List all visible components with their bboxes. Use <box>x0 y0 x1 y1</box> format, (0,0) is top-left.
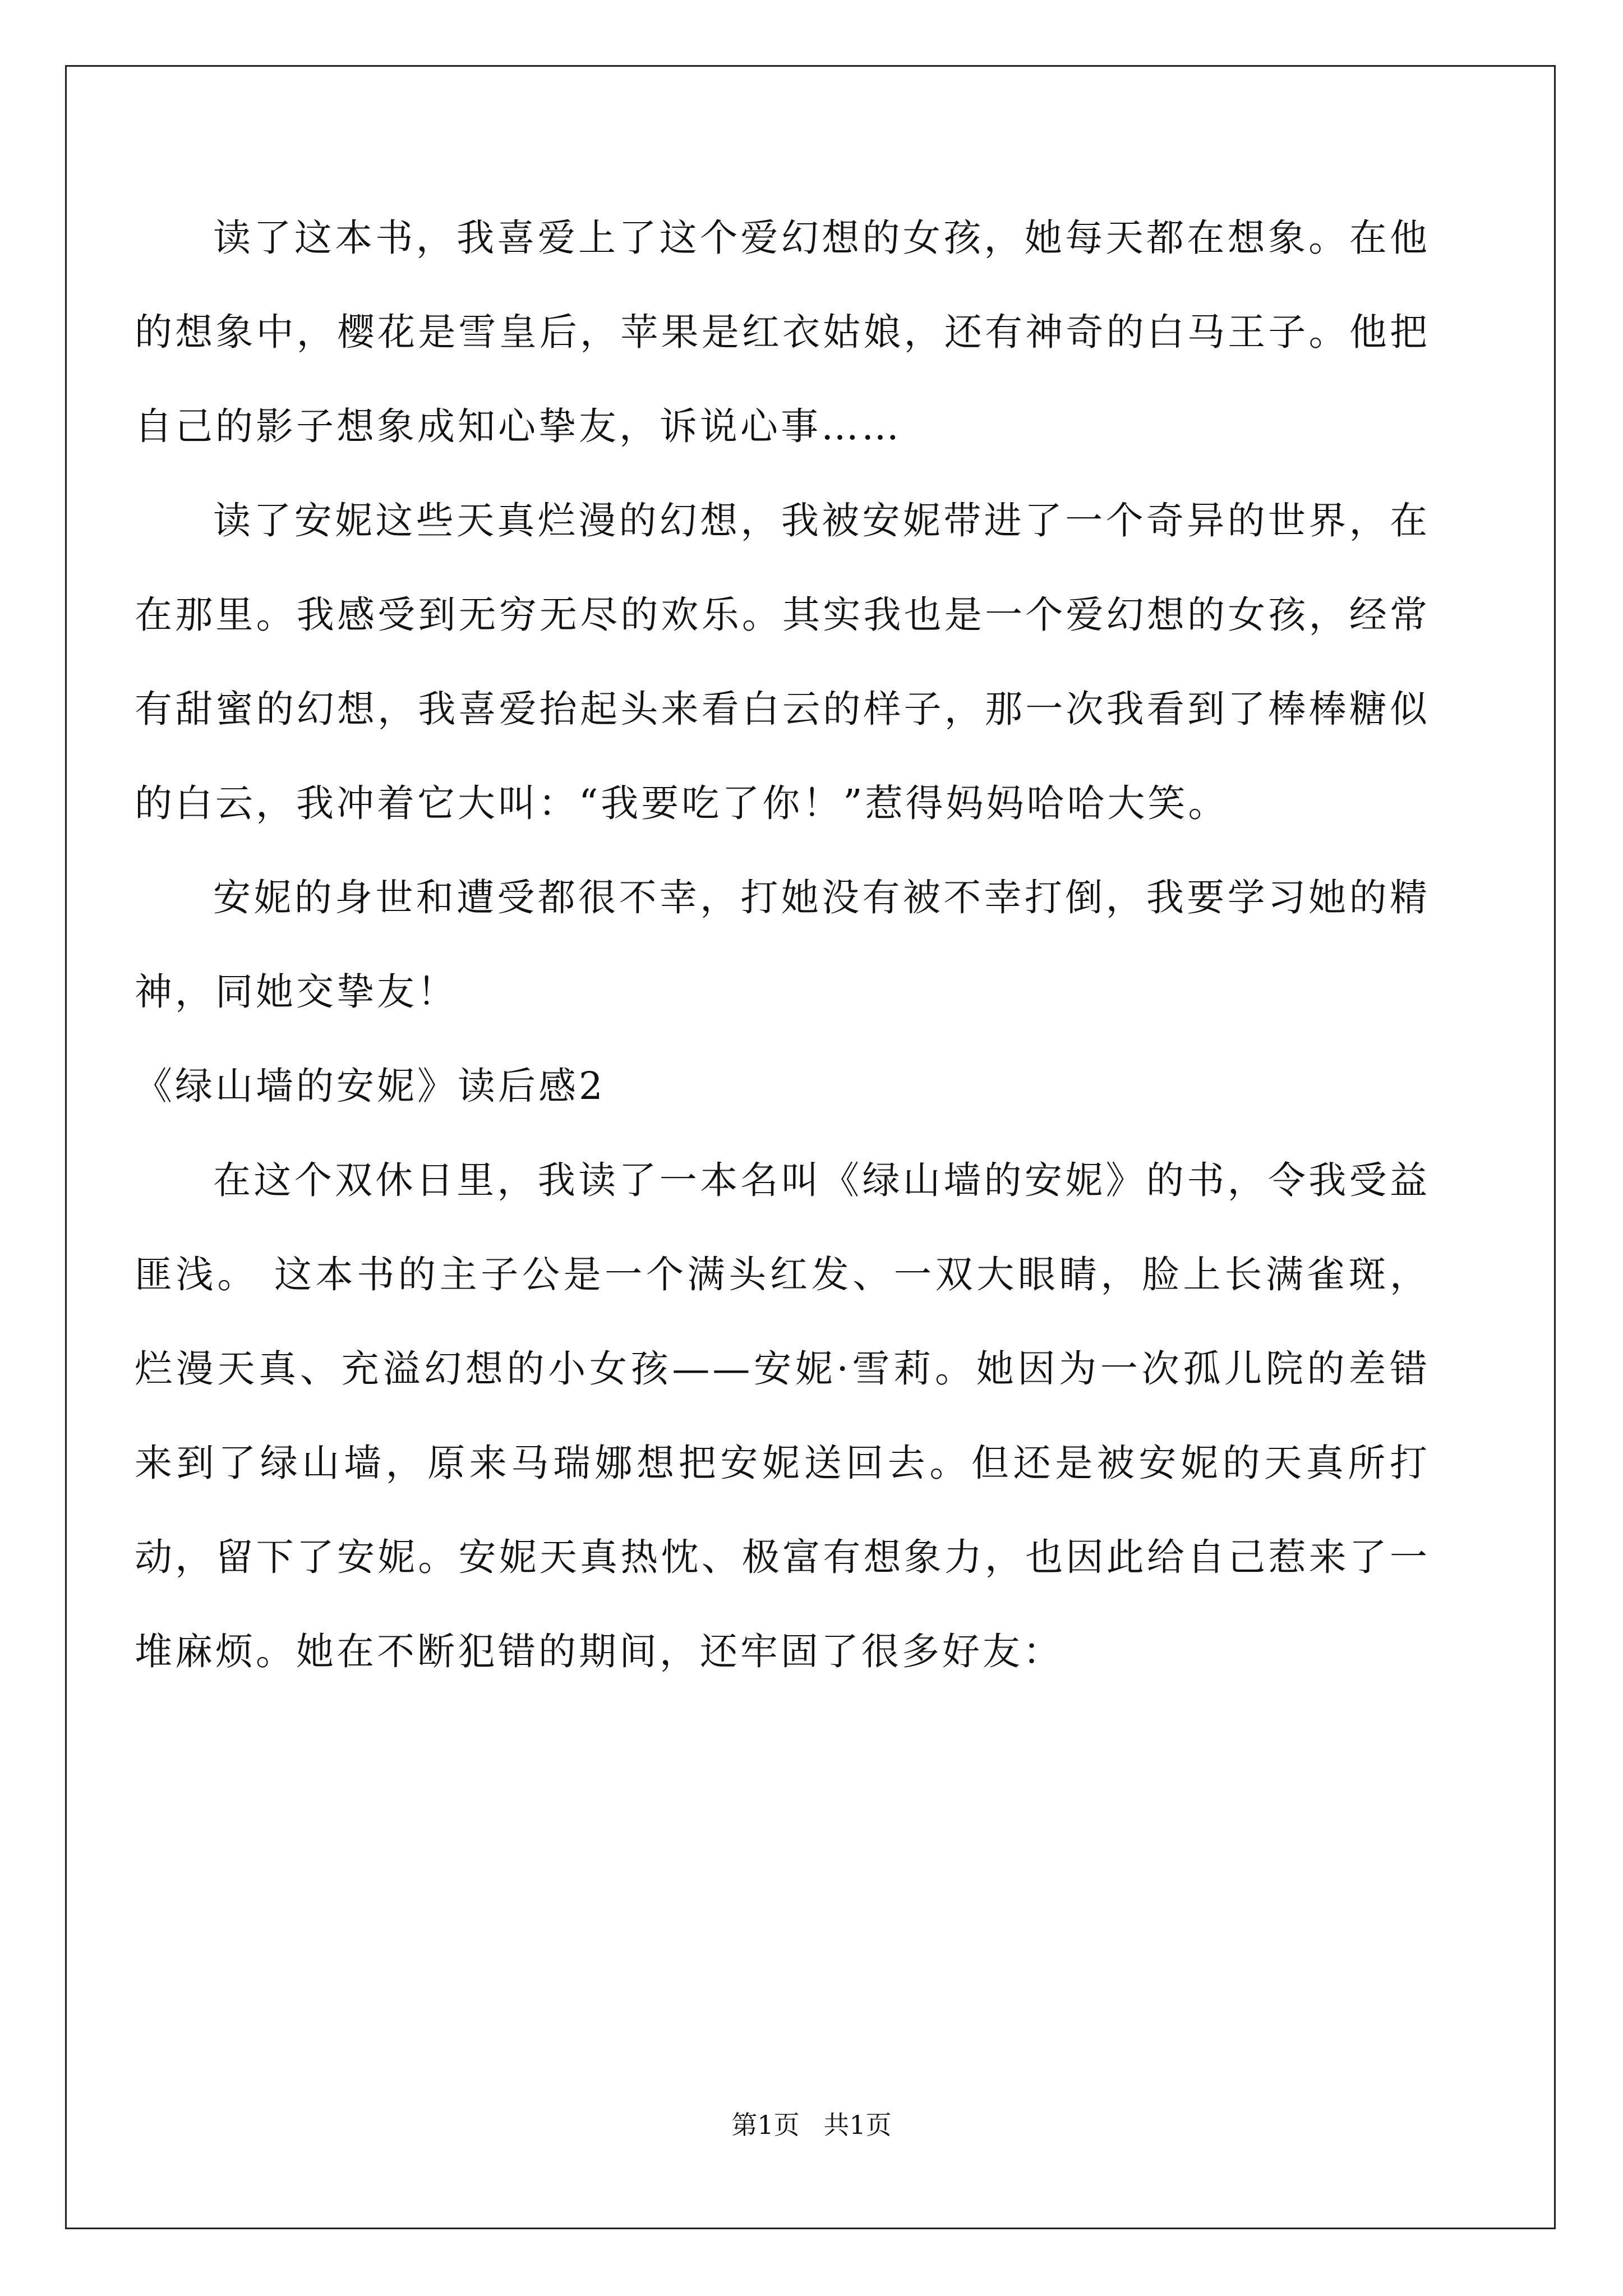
page-total: 共1页 <box>823 2110 892 2140</box>
page-footer <box>0 2105 1623 2142</box>
page-number: 第1页 <box>731 2110 800 2140</box>
paragraph-1: 读了这本书，我喜爱上了这个爱幻想的女孩，她每天都在想象。在他的想象中，樱花是雪皇后，苹果是红衣姑娘，还有神奇的白马王子。他把自己的影子想象成知心挚友，诉说心事…… <box>135 216 1430 448</box>
paragraph-2: 读了安妮这些天真烂漫的幻想，我被安妮带进了一个奇异的世界，在在那里。我感受到无穷无尽的欢乐。其实我也是一个爱幻想的女孩，经常有甜蜜的幻想，我喜爱抬起头来看白云的样子，那一次我看到了棒棒糖似的白云，我冲着它大叫：“我要吃了你！”惹得妈妈哈哈大笑。 <box>135 499 1430 825</box>
paragraph-4: 在这个双休日里，我读了一本名叫《绿山墙的安妮》的书，令我受益匪浅。 这本书的主子公是一个满头红发、一双大眼睛，脸上长满雀斑，烂漫天真、充溢幻想的小女孩——安妮·雪莉。她因为一次孤儿院的差错来到了绿山墙，原来马瑞娜想把安妮送回去。但还是被安妮的天真所打动，留下了安妮。安妮天真热忱、极富有想象力，也因此给自己惹来了一堆麻烦。她在不断犯错的期间，还牢固了很多好友： <box>135 1158 1430 1673</box>
document-body <box>135 191 1430 1699</box>
paragraph-3: 安妮的身世和遭受都很不幸，打她没有被不幸打倒，我要学习她的精神，同她交挚友！ <box>135 876 1430 1014</box>
section-heading: 《绿山墙的安妮》读后感2 <box>135 1064 606 1108</box>
